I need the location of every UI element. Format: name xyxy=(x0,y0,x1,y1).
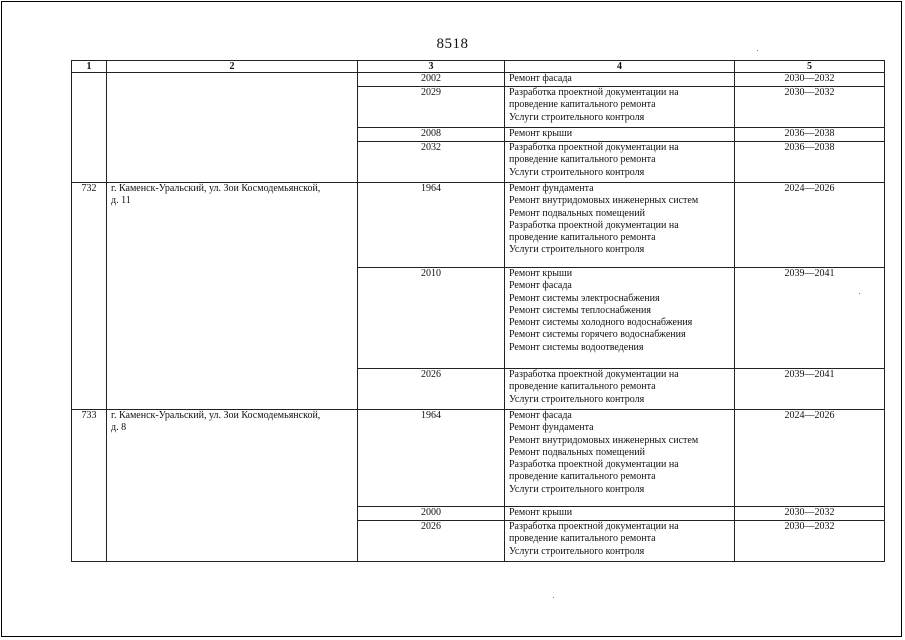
work-item: Услуги строительного контроля xyxy=(509,111,645,123)
work-item: Ремонт системы электроснабжения xyxy=(509,292,660,304)
column-header-2: 2 xyxy=(107,61,358,73)
work-item: Ремонт крыши xyxy=(509,507,573,518)
work-item: Услуги строительного контроля xyxy=(509,393,645,405)
work-item: Ремонт системы водоотведения xyxy=(509,341,644,353)
year-cell: 2002 xyxy=(358,73,505,87)
table-row xyxy=(72,410,885,507)
year-cell: 2010 xyxy=(358,268,505,369)
work-item: Разработка проектной документации на xyxy=(509,142,679,153)
year-cell: 2032 xyxy=(358,142,505,183)
work-item: проведение капитального ремонта xyxy=(509,533,656,545)
column-header-5: 5 xyxy=(735,61,885,73)
work-item: Разработка проектной документации на xyxy=(509,521,679,532)
work-item: Разработка проектной документации на xyxy=(509,87,679,98)
work-item: Ремонт подвальных помещений xyxy=(509,446,645,458)
year-cell: 2000 xyxy=(358,507,505,521)
table-header-row xyxy=(72,61,885,73)
period-cell: 2036—2038 xyxy=(735,128,885,142)
year-cell: 1964 xyxy=(358,183,505,268)
row-number: 732 xyxy=(72,183,107,410)
column-header-1: 1 xyxy=(72,61,107,73)
work-item: Ремонт внутридомовых инженерных систем xyxy=(509,195,699,207)
work-item: Ремонт фасада xyxy=(509,280,572,292)
address-line: г. Каменск-Уральский, ул. Зои Космодемьянской, xyxy=(111,183,321,194)
row-number: 733 xyxy=(72,410,107,562)
work-item: проведение капитального ремонта xyxy=(509,99,656,111)
works-cell xyxy=(505,268,735,369)
works-cell xyxy=(505,87,735,128)
scan-speck xyxy=(757,50,758,51)
work-item: проведение капитального ремонта xyxy=(509,154,656,166)
period-cell: 2024—2026 xyxy=(735,183,885,268)
work-item: Ремонт системы теплоснабжения xyxy=(509,304,651,316)
address-cell xyxy=(107,410,358,562)
year-cell: 2026 xyxy=(358,521,505,562)
table-row xyxy=(72,73,885,87)
period-cell: 2030—2032 xyxy=(735,87,885,128)
scan-speck xyxy=(553,597,554,598)
work-item: Ремонт фасада xyxy=(509,73,572,84)
work-item: Ремонт подвальных помещений xyxy=(509,207,645,219)
address-line: д. 11 xyxy=(111,195,131,207)
work-item: Ремонт крыши xyxy=(509,268,573,279)
year-cell: 2008 xyxy=(358,128,505,142)
period-cell: 2030—2032 xyxy=(735,521,885,562)
period-cell: 2030—2032 xyxy=(735,507,885,521)
page-number: 8518 xyxy=(436,36,469,52)
period-cell: 2039—2041 xyxy=(735,268,885,369)
work-item: Ремонт внутридомовых инженерных систем xyxy=(509,434,699,446)
work-item: Ремонт фасада xyxy=(509,410,572,421)
work-item: Услуги строительного контроля xyxy=(509,483,645,495)
work-item: проведение капитального ремонта xyxy=(509,232,656,244)
repair-schedule-table xyxy=(71,60,885,562)
work-item: Ремонт фундамента xyxy=(509,183,594,194)
work-item: Ремонт крыши xyxy=(509,128,573,139)
period-cell: 2030—2032 xyxy=(735,73,885,87)
works-cell xyxy=(505,521,735,562)
address-cell xyxy=(107,73,358,183)
table-body xyxy=(72,73,885,562)
work-item: Ремонт фундамента xyxy=(509,422,594,434)
work-item: Разработка проектной документации на xyxy=(509,219,679,231)
work-item: Разработка проектной документации на xyxy=(509,369,679,380)
column-header-4: 4 xyxy=(505,61,735,73)
period-cell: 2036—2038 xyxy=(735,142,885,183)
row-number xyxy=(72,73,107,183)
works-cell xyxy=(505,410,735,507)
works-cell xyxy=(505,183,735,268)
work-item: Ремонт системы горячего водоснабжения xyxy=(509,329,686,341)
work-item: Услуги строительного контроля xyxy=(509,244,645,256)
year-cell: 2029 xyxy=(358,87,505,128)
table-row xyxy=(72,183,885,268)
works-cell xyxy=(505,507,735,521)
period-cell: 2039—2041 xyxy=(735,369,885,410)
work-item: Разработка проектной документации на xyxy=(509,459,679,471)
column-header-3: 3 xyxy=(358,61,505,73)
year-cell: 2026 xyxy=(358,369,505,410)
works-cell xyxy=(505,128,735,142)
work-item: Услуги строительного контроля xyxy=(509,166,645,178)
works-cell xyxy=(505,369,735,410)
work-item: проведение капитального ремонта xyxy=(509,471,656,483)
address-cell xyxy=(107,183,358,410)
work-item: Услуги строительного контроля xyxy=(509,545,645,557)
works-cell xyxy=(505,73,735,87)
scan-speck xyxy=(859,293,860,294)
address-line: д. 8 xyxy=(111,422,127,434)
period-cell: 2024—2026 xyxy=(735,410,885,507)
work-item: проведение капитального ремонта xyxy=(509,381,656,393)
works-cell xyxy=(505,142,735,183)
year-cell: 1964 xyxy=(358,410,505,507)
work-item: Ремонт системы холодного водоснабжения xyxy=(509,317,693,329)
address-line: г. Каменск-Уральский, ул. Зои Космодемьянской, xyxy=(111,410,321,421)
